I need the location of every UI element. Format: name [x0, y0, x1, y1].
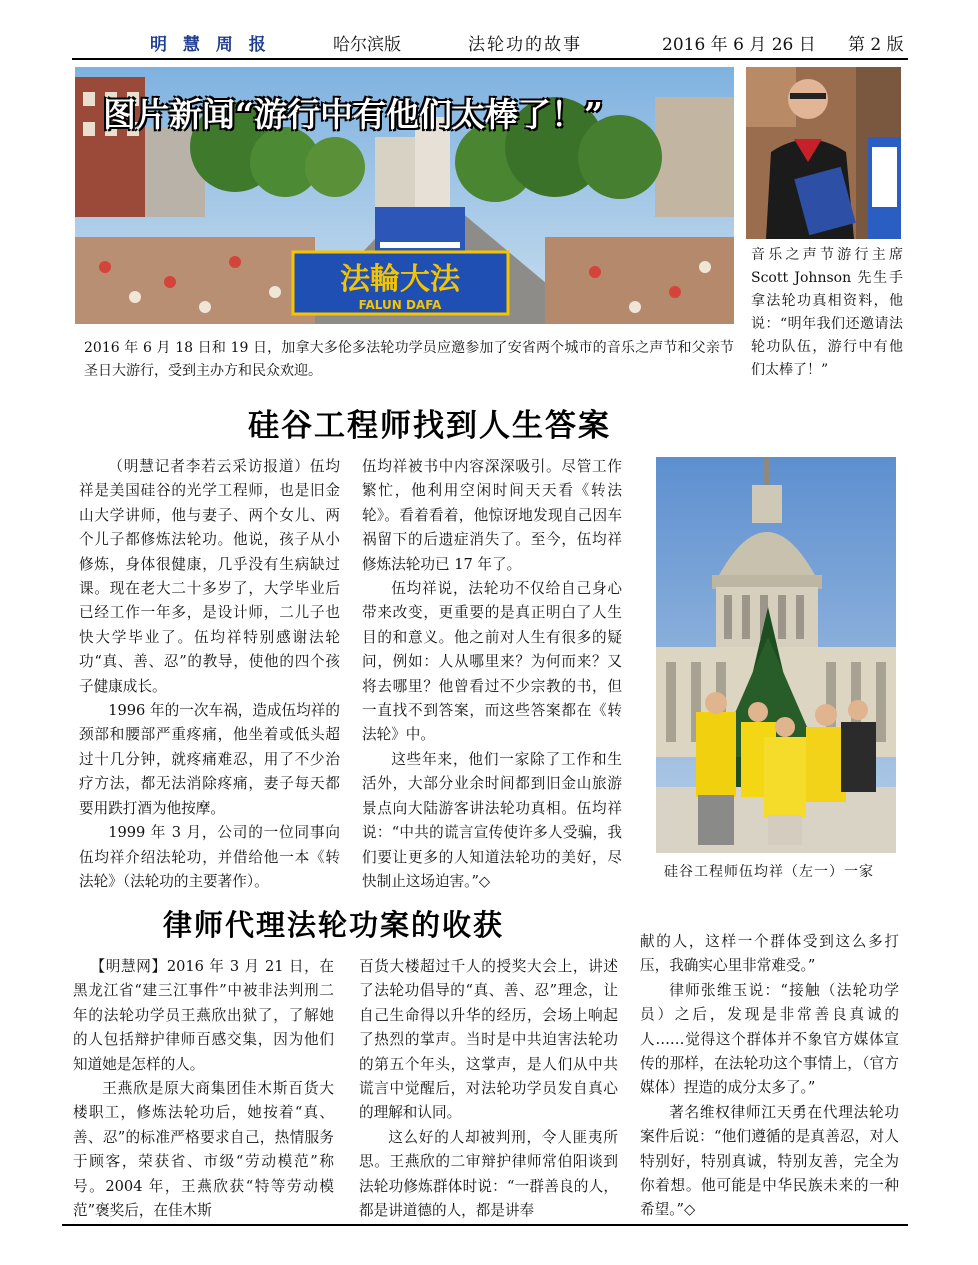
masthead-section: 法轮功的故事	[468, 35, 582, 55]
article1-paragraph: 伍均祥说，法轮功不仅给自己身心带来改变，更重要的是真正明白了人生目的和意义。他之前对人生有很多的疑问，例如：人从哪里来？为何而来？又将去哪里？他曾看过不少宗教的书，但一直找不到答案，而这些答案都在《转法轮》中。	[362, 580, 622, 744]
photo-news-title: 图片新闻“游行中有他们太棒了！”	[103, 95, 603, 134]
article1-headline: 硅谷工程师找到人生答案	[248, 408, 611, 444]
footer-rule	[62, 1224, 908, 1226]
masthead-page: 第 2 版	[848, 35, 904, 55]
article1-column-1	[79, 455, 340, 894]
side-photo-caption: 音乐之声节游行主席 Scott Johnson 先生手拿法轮功真相资料，他说：“明年我们还邀请法轮功队伍，游行中有他们太棒了！”	[751, 247, 903, 378]
article2-paragraph: 献的人，这样一个群体受到这么多打压，我确实心里非常难受。”	[640, 933, 899, 975]
family-photo	[656, 457, 896, 853]
banner-text: 法輪大法	[340, 262, 460, 297]
article1-paragraph: 这些年来，他们一家除了工作和生活外，大部分业余时间都到旧金山旅游景点向大陆游客讲法轮功真相。伍均祥说：“中共的谎言宣传使许多人受骗，我们要让更多的人知道法轮功的美好，尽快制止这场迫害。”◇	[362, 750, 622, 890]
article2-column-3	[640, 930, 899, 1223]
article2-headline: 律师代理法轮功案的收获	[163, 908, 505, 942]
parade-photo	[75, 67, 734, 324]
masthead-edition: 哈尔滨版	[333, 35, 401, 55]
banner-subtext: FALUN DAFA	[358, 298, 442, 312]
article1-paragraph: 1996 年的一次车祸，造成伍均祥的颈部和腰部严重疼痛，他坐着或低头超过十几分钟，就疼痛难忍，用了不少治疗方法，都无法消除疼痛，妻子每天都要用跌打酒为他按摩。	[79, 702, 340, 817]
article2-paragraph: 律师张维玉说：“接触（法轮功学员）之后，发现是非常善良真诚的人……觉得这个群体并不象官方媒体宣传的那样，在法轮功这个事情上，（官方媒体）捏造的成分太多了。”	[640, 981, 899, 1097]
article1-paragraph: 1999 年 3 月，公司的一位同事向伍均祥介绍法轮功，并借给他一本《转法轮》（法轮功的主要著作）。	[79, 824, 340, 890]
article1-column-2	[362, 455, 622, 894]
article1-paragraph: （明慧记者李若云采访报道）伍均祥是美国硅谷的光学工程师，也是旧金山大学讲师，他与妻子、两个女儿、两个儿子都修炼法轮功。他说，孩子从小修炼，身体很健康，几乎没有生病缺过课。现在老大二十多岁了，大学毕业后已经工作一年多，是设计师，二儿子也快大学毕业了。伍均祥特别感谢法轮功“真、善、忍”的教导，使他的四个孩子健康成长。	[79, 458, 340, 695]
article2-column-2	[359, 955, 618, 1223]
side-photo	[746, 67, 901, 239]
article2-paragraph: 这么好的人却被判刑，令人匪夷所思。王燕欣的二审辩护律师常伯阳谈到法轮功修炼群体时说：“一群善良的人，都是讲道德的人，都是讲奉	[359, 1128, 618, 1220]
masthead-date: 2016 年 6 月 26 日	[662, 35, 816, 55]
masthead-rule	[72, 58, 908, 60]
article2-paragraph: 著名维权律师江天勇在代理法轮功案件后说：“他们遵循的是真善忍，对人特别好，特别真诚，特别友善，完全为你着想。他可能是中华民族未来的一种希望。”◇	[640, 1103, 899, 1219]
masthead-brand: 明 慧 周 报	[150, 35, 271, 55]
article2-paragraph: 王燕欣是原大商集团佳木斯百货大楼职工，修炼法轮功后，她按着“真、善、忍”的标准严格要求自己，热情服务于顾客，荣获省、市级“劳动模范”称号。2004 年，王燕欣获“特等劳动模范”褒奖后，在佳木斯	[73, 1080, 334, 1220]
photo-news-caption: 2016 年 6 月 18 日和 19 日，加拿大多伦多法轮功学员应邀参加了安省两个城市的音乐之声节和父亲节圣日大游行，受到主办方和民众欢迎。	[84, 340, 734, 379]
family-photo-caption: 硅谷工程师伍均祥（左一）一家	[664, 864, 874, 880]
article2-paragraph: 【明慧网】2016 年 3 月 21 日，在黑龙江省“建三江事件”中被非法判刑二年的法轮功学员王燕欣出狱了，了解她的人包括辩护律师百感交集，因为他们知道她是怎样的人。	[73, 958, 334, 1073]
article1-paragraph: 伍均祥被书中内容深深吸引。尽管工作繁忙，他利用空闲时间天天看《转法轮》。看着看着，他惊讶地发现自己因车祸留下的后遗症消失了。至今，伍均祥修炼法轮功已 17 年了。	[362, 458, 622, 573]
article2-paragraph: 百货大楼超过千人的授奖大会上，讲述了法轮功倡导的“真、善、忍”理念，让自己生命得以升华的经历，会场上响起了热烈的掌声。当时是中共迫害法轮功的第五个年头，这掌声，是人们从中共谎言中觉醒后，对法轮功学员发自真心的理解和认同。	[359, 958, 618, 1122]
article2-column-1	[73, 955, 334, 1223]
